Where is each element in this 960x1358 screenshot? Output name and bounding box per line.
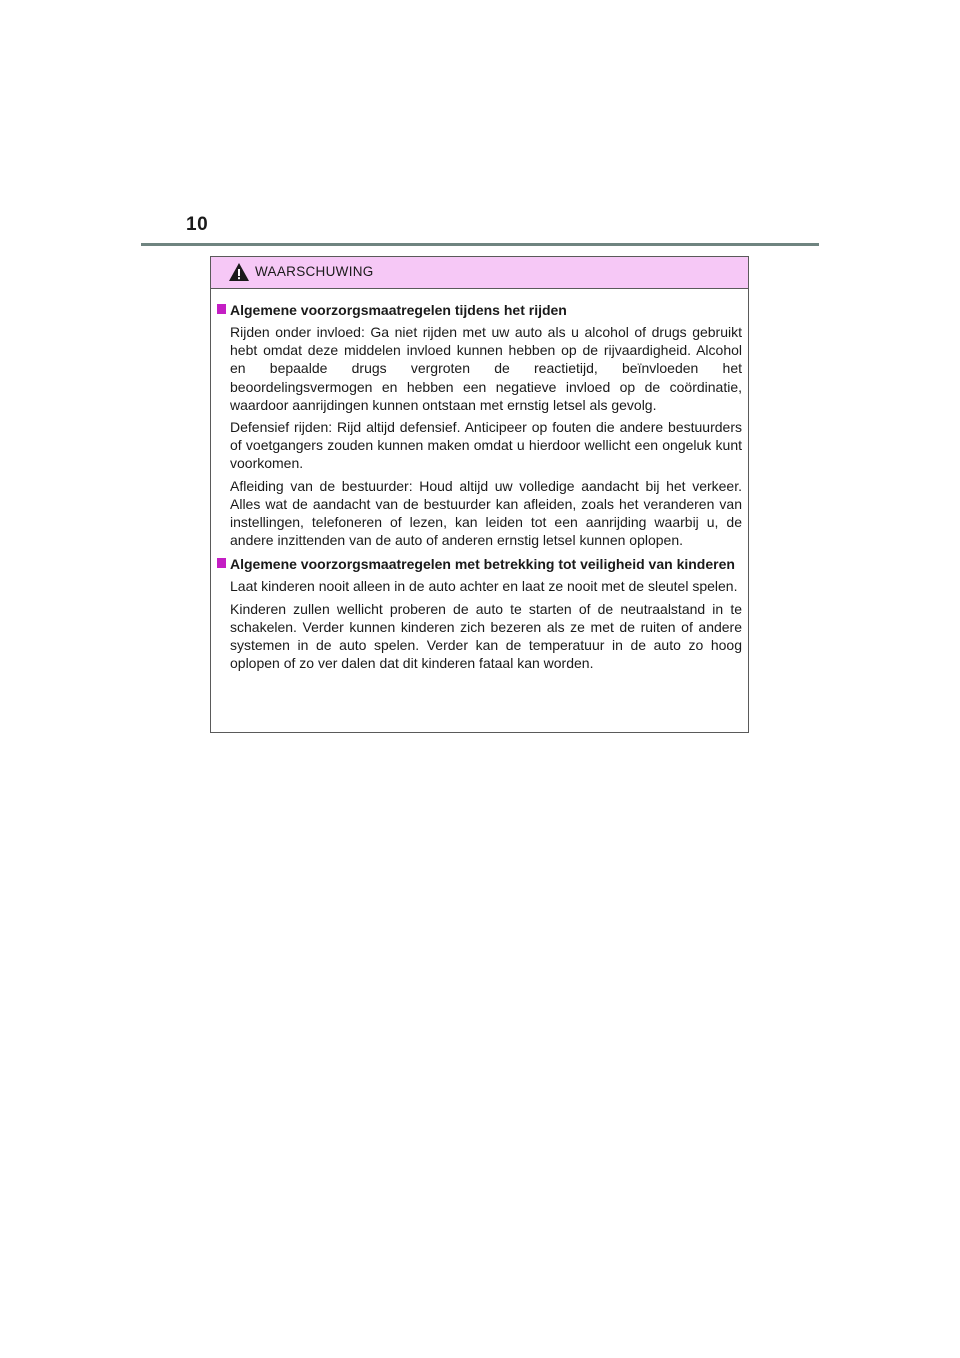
warning-header: [211, 257, 748, 289]
section-heading-text: Algemene voorzorgsmaatregelen tijdens het rijden: [230, 302, 567, 318]
warning-body: [211, 289, 748, 672]
square-bullet-icon: [217, 304, 226, 314]
paragraph-children-risks: Kinderen zullen wellicht proberen de auto te starten of de neutraalstand in te schakelen. Verder kunnen kinderen zich bezeren als ze met de ruiten of andere systemen in de auto spelen. Verder kan de temperatuur in de auto zo hoog oplopen of zo ver dalen dat dit kinderen fataal kan worden.: [230, 600, 742, 672]
section-heading: [217, 555, 742, 573]
section-driving-precautions: [217, 301, 742, 549]
paragraph-children-alone: Laat kinderen nooit alleen in de auto achter en laat ze nooit met de sleutel spelen.: [230, 578, 738, 595]
section-heading: [217, 301, 742, 319]
warning-triangle-icon: [228, 262, 250, 282]
warning-title: WAARSCHUWING: [255, 264, 374, 279]
page-number: 10: [186, 214, 209, 235]
paragraph-driver-distraction: Afleiding van de bestuurder: Houd altijd uw volledige aandacht bij het verkeer. Alles wat de aandacht van de bestuurder kan afleiden, zoals het veranderen van instellingen, telefoneren of lezen, kan leiden tot een aanrijding waarbij u, de andere inzittenden van de auto of anderen ernstig letsel kunnen oplopen.: [230, 477, 742, 549]
paragraph-defensive-driving: Defensief rijden: Rijd altijd defensief. Anticipeer op fouten die andere bestuurders of voetgangers zouden kunnen maken omdat u hierdoor wellicht een ongeluk kunt voorkomen.: [230, 419, 742, 472]
section-heading-text: Algemene voorzorgsmaatregelen met betrekking tot veiligheid van kinderen: [230, 556, 735, 573]
section-child-safety: [217, 555, 742, 672]
header-rule: [141, 243, 819, 246]
warning-box: [210, 256, 749, 733]
paragraph-driving-under-influence: Rijden onder invloed: Ga niet rijden met uw auto als u alcohol of drugs gebruikt hebt omdat deze middelen invloed kunnen hebben op de rijvaardigheid. Alcohol en bepaalde drugs vergroten de reactietijd, beïnvloeden het beoordelingsvermogen en hebben een negatieve invloed op de coördinatie, waardoor aanrijdingen kunnen ontstaan met ernstig letsel als gevolg.: [230, 324, 742, 413]
square-bullet-icon: [217, 558, 226, 568]
